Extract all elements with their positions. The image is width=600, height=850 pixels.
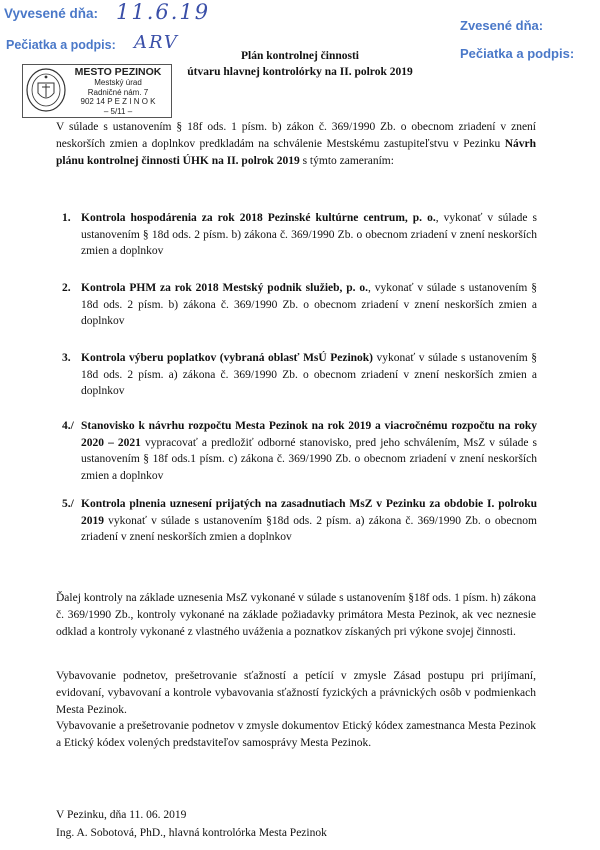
- item-text: , vykonať v súlade s ustanovením § 18d ods. 2 písm. b) zákona č. 369/1990 Zb. o obecnom zriadení v znení neskorších zmien a doplnkov: [81, 212, 538, 257]
- stamp-street: Radničné nám. 7: [87, 87, 149, 97]
- posted-date-label: Vyvesené dňa:: [4, 6, 99, 21]
- seal-sign-label-left: Pečiatka a podpis:: [6, 38, 116, 52]
- title-line-2: útvaru hlavnej kontrolórky na II. polrok 2019: [187, 66, 413, 78]
- intro-text-bold: Návrh plánu kontrolnej činnosti ÚHK na II. polrok 2019: [56, 138, 536, 167]
- item-number: 2.: [62, 282, 71, 294]
- handwritten-signature: ARV: [134, 32, 179, 53]
- plan-item-2: [62, 280, 537, 330]
- stamp-number: – 5/11 –: [103, 106, 133, 116]
- plan-item-4: [62, 418, 537, 484]
- stamp-city-name: MESTO PEZINOK: [74, 66, 162, 78]
- plan-item-1: [62, 210, 538, 260]
- item-heading: Stanovisko k návrhu rozpočtu Mesta Pezinok na rok 2019 a viacročnému rozpočtu na roky 2020 – 2021: [81, 420, 537, 449]
- paragraph-ethics: Vybavovanie a prešetrovanie podnetov v zmysle dokumentov Etický kódex zamestnanca Mesta Pezinok a Etický kódex volených predstaviteľov samosprávy Mesta Pezinok.: [56, 720, 536, 749]
- item-heading: Kontrola hospodárenia za rok 2018 Pezinské kultúrne centrum, p. o.: [81, 212, 436, 224]
- item-heading: Kontrola výberu poplatkov (vybraná oblasť MsÚ Pezinok): [81, 352, 374, 364]
- plan-item-5: [62, 496, 537, 546]
- intro-text-start: V súlade s ustanovením § 18f ods. 1 písm. b) zákon č. 369/1990 Zb. o obecnom zriadení v znení neskorších zmien a doplnkov predkladám na schválenie Mestskému zastupiteľstvu v Pezinku: [56, 121, 536, 150]
- document-title: [0, 48, 600, 80]
- item-number: 4./: [62, 420, 74, 432]
- item-heading: Kontrola plnenia uznesení prijatých na zasadnutiach MsZ v Pezinku za obdobie I. polroku 2019: [81, 498, 537, 527]
- stamp-office: Mestský úrad: [94, 78, 142, 87]
- item-number: 3.: [62, 352, 71, 364]
- removed-date-label: Zvesené dňa:: [460, 18, 544, 33]
- title-line-1: Plán kontrolnej činnosti: [241, 50, 359, 62]
- seal-sign-label-right: Pečiatka a podpis:: [460, 46, 575, 61]
- intro-text-end: s týmto zameraním:: [299, 155, 394, 167]
- plan-item-3: [62, 350, 537, 400]
- item-text: vykonať v súlade s ustanovením § 18d ods. 2 písm. a) zákona č. 369/1990 Zb. o obecnom zriadení v znení neskorších zmien a doplnkov: [81, 352, 537, 397]
- item-text: vykonať v súlade s ustanovením §18d ods. 2 písm. a) zákona č. 369/1990 Zb. o obecnom zriadení v znení neskorších zmien a doplnkov: [81, 514, 537, 543]
- place-and-date: V Pezinku, dňa 11. 06. 2019: [56, 809, 187, 821]
- item-number: 5./: [62, 498, 74, 510]
- posted-date-handwritten: 11.6.19: [116, 0, 211, 24]
- paragraph-complaints: Vybavovanie podnetov, prešetrovanie sťažností a petícií v zmysle Zásad postupu pri prijímaní, evidovaní, vybavovaní a kontrole vybavovania sťažností fyzických a právnických osôb v podmienkach Mesta Pezinok.: [56, 670, 536, 716]
- item-heading: Kontrola PHM za rok 2018 Mestský podnik služieb, p. o.: [81, 282, 369, 294]
- signatory: Ing. A. Sobotová, PhD., hlavná kontrolórka Mesta Pezinok: [56, 827, 327, 839]
- paragraph-additional-controls: Ďalej kontroly na základe uznesenia MsZ vykonané v súlade s ustanovením §18f ods. 1 písm. h) zákona č. 369/1990 Zb., kontroly vykonané na základe požiadavky primátora Mesta Pezinok, ak vec neznesie odklad a kontroly vykonané z vlastného uváženia a poznatkov získaných pri výkone svojej činnosti.: [56, 592, 536, 638]
- stamp-postcode: 902 14 P E Z I N O K: [80, 97, 156, 106]
- item-text: vypracovať a predložiť odborné stanovisko, pred jeho schválením, MsZ v súlade s ustanovením § 18f ods.1 písm. c) zákona č. 369/1990 Zb. o obecnom zriadení v znení neskorších zmien a doplnkov: [81, 436, 537, 482]
- intro-paragraph: [56, 119, 536, 170]
- item-number: 1.: [62, 212, 71, 224]
- item-text: , vykonať v súlade s ustanovením § 18d ods. 2 písm. b) zákona č. 369/1990 Zb. o obecnom zriadení v znení neskorších zmien a doplnkov: [81, 282, 537, 327]
